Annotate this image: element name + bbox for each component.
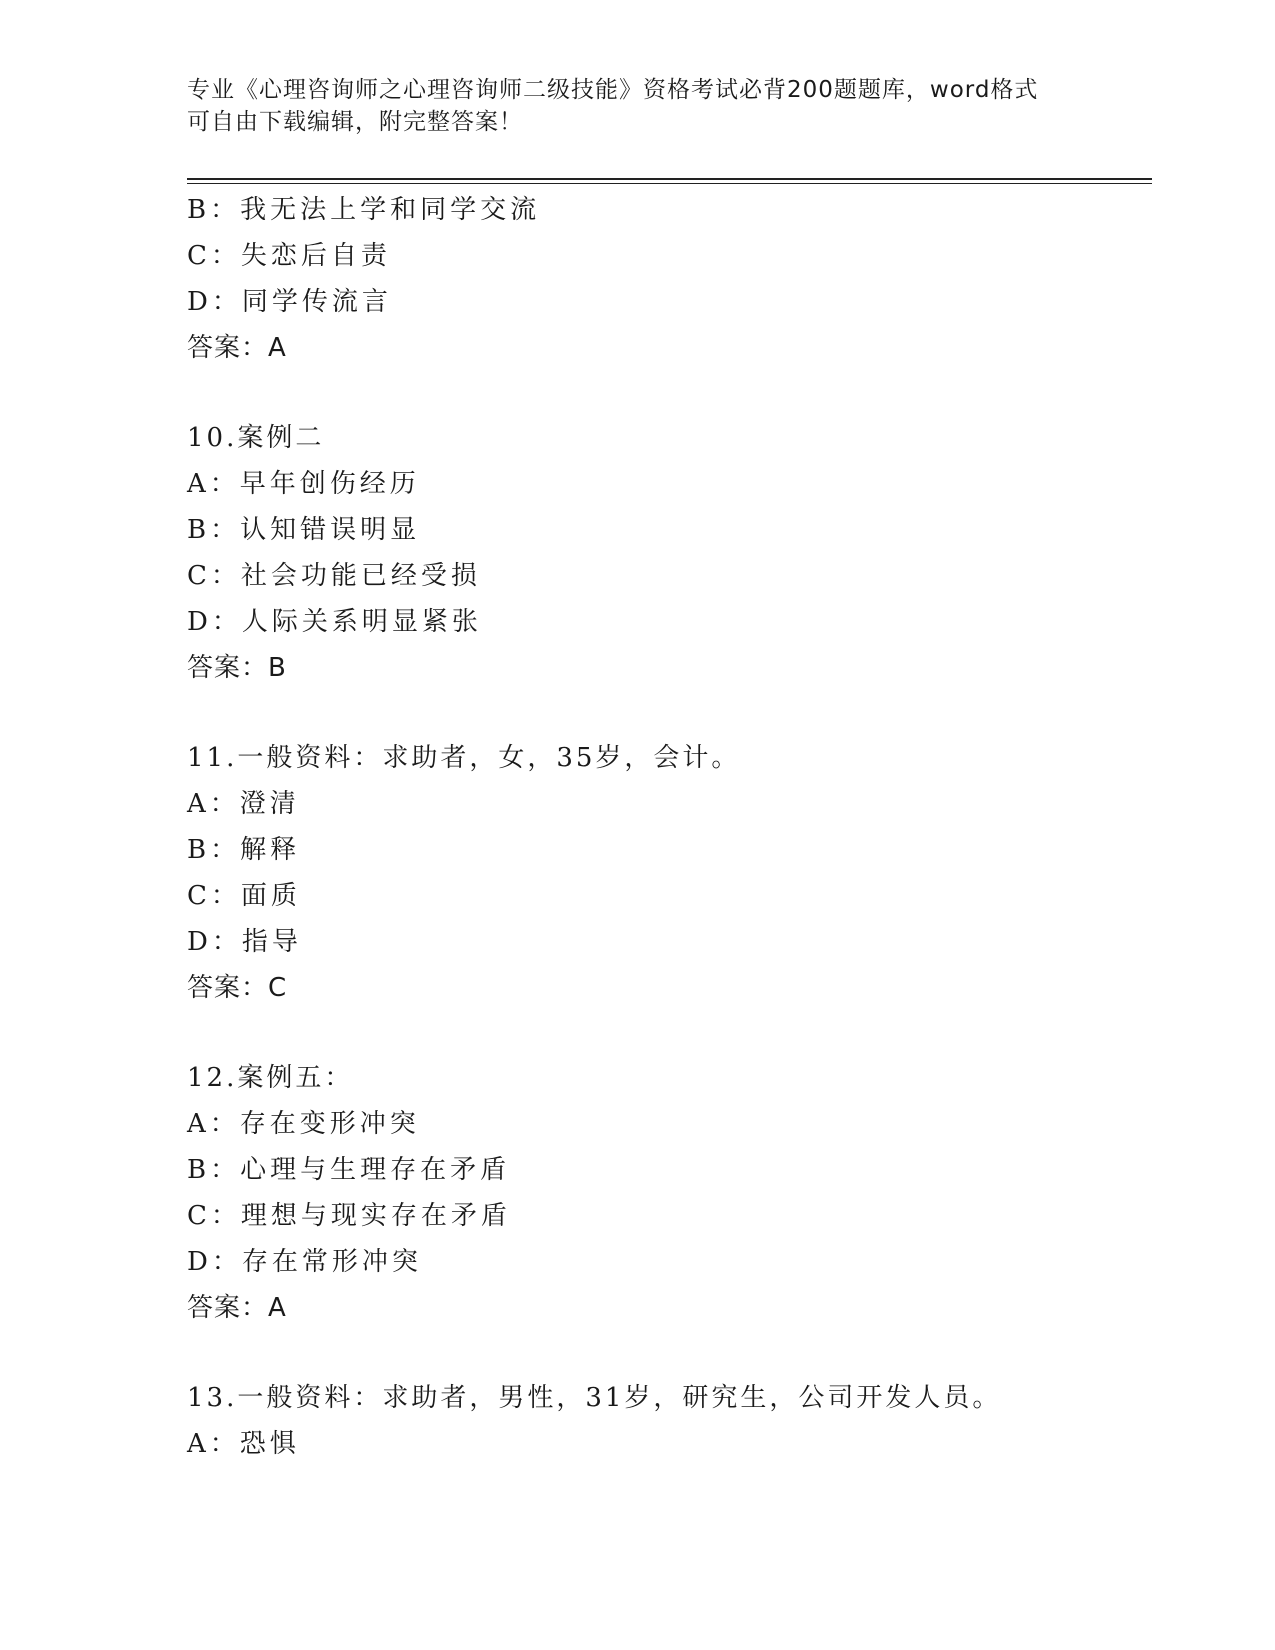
- question-block-13: [187, 1375, 1152, 1467]
- option-a: A：恐惧: [187, 1429, 300, 1459]
- header-line-1: 专业《心理咨询师之心理咨询师二级技能》资格考试必背200题题库，word格式: [187, 77, 1039, 103]
- question-block-11: [187, 735, 1152, 1011]
- question-stem: 10.案例二: [187, 423, 325, 453]
- header-divider-thin: [187, 183, 1152, 184]
- answer-line: 答案：B: [187, 653, 287, 683]
- option-d: D：存在常形冲突: [187, 1247, 422, 1277]
- question-stem: 13.一般资料：求助者，男性，31岁，研究生，公司开发人员。: [187, 1383, 1002, 1413]
- option-b: B：我无法上学和同学交流: [187, 195, 541, 225]
- option-a: A：澄清: [187, 789, 300, 819]
- spacer: [187, 1331, 1152, 1375]
- option-b: B：认知错误明显: [187, 515, 421, 545]
- question-block-9: [187, 187, 1152, 371]
- answer-line: 答案：A: [187, 333, 287, 363]
- spacer: [187, 1011, 1152, 1055]
- question-stem: 11.一般资料：求助者，女，35岁，会计。: [187, 743, 741, 773]
- option-c: C：社会功能已经受损: [187, 561, 481, 591]
- header-line-2: 可自由下载编辑，附完整答案！: [187, 109, 523, 135]
- option-b: B：心理与生理存在矛盾: [187, 1155, 511, 1185]
- option-a: A：存在变形冲突: [187, 1109, 420, 1139]
- spacer: [187, 691, 1152, 735]
- answer-line: 答案：C: [187, 973, 288, 1003]
- question-list: [187, 187, 1152, 1467]
- question-block-10: [187, 415, 1152, 691]
- spacer: [187, 371, 1152, 415]
- option-c: C：面质: [187, 881, 301, 911]
- document-header: [187, 74, 1087, 138]
- option-b: B：解释: [187, 835, 301, 865]
- answer-line: 答案：A: [187, 1293, 287, 1323]
- option-d: D：人际关系明显紧张: [187, 607, 482, 637]
- option-a: A：早年创伤经历: [187, 469, 420, 499]
- question-block-12: [187, 1055, 1152, 1331]
- option-c: C：理想与现实存在矛盾: [187, 1201, 511, 1231]
- question-stem: 12.案例五：: [187, 1063, 354, 1093]
- option-d: D：指导: [187, 927, 302, 957]
- header-divider-thick: [187, 178, 1152, 180]
- option-d: D：同学传流言: [187, 287, 392, 317]
- option-c: C：失恋后自责: [187, 241, 391, 271]
